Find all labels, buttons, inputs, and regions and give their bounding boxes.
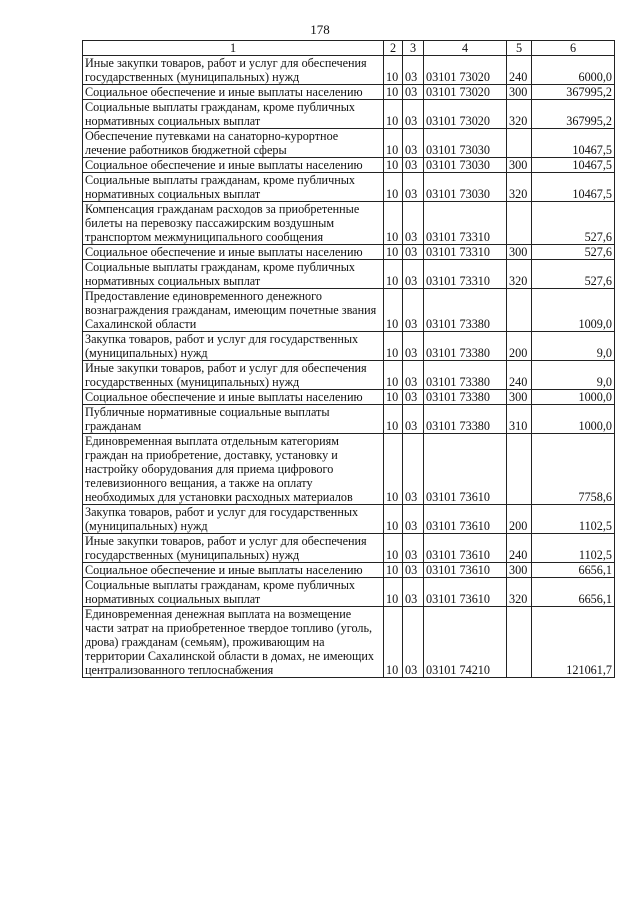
row-section: 10 (384, 361, 403, 390)
row-subsection: 03 (403, 361, 424, 390)
row-amount: 527,6 (532, 260, 615, 289)
row-amount: 6656,1 (532, 578, 615, 607)
table-row (83, 260, 615, 289)
row-expense-type: 240 (507, 534, 532, 563)
row-target-article: 03101 73030 (424, 173, 507, 202)
row-section: 10 (384, 260, 403, 289)
row-subsection: 03 (403, 405, 424, 434)
row-subsection: 03 (403, 158, 424, 173)
row-expense-type: 300 (507, 158, 532, 173)
row-section: 10 (384, 390, 403, 405)
row-section: 10 (384, 56, 403, 85)
header-cell: 6 (532, 41, 615, 56)
row-target-article: 03101 73610 (424, 563, 507, 578)
row-amount: 9,0 (532, 361, 615, 390)
row-section: 10 (384, 245, 403, 260)
row-section: 10 (384, 158, 403, 173)
row-target-article: 03101 73380 (424, 361, 507, 390)
row-description: Социальные выплаты гражданам, кроме публичных нормативных социальных выплат (83, 173, 384, 202)
table-row (83, 563, 615, 578)
row-description: Единовременная денежная выплата на возмещение части затрат на приобретенное твердое топливо (уголь, дрова) гражданам (семьям), проживающим на территории Сахалинской области в домах, не имеющих централизованного теплоснабжения (83, 607, 384, 678)
page-number: 178 (310, 22, 330, 37)
row-expense-type (507, 202, 532, 245)
table-row (83, 578, 615, 607)
row-target-article: 03101 73380 (424, 405, 507, 434)
table-row (83, 245, 615, 260)
row-subsection: 03 (403, 85, 424, 100)
header-cell: 1 (83, 41, 384, 56)
row-subsection: 03 (403, 173, 424, 202)
row-expense-type: 320 (507, 173, 532, 202)
row-section: 10 (384, 202, 403, 245)
row-amount: 367995,2 (532, 85, 615, 100)
row-section: 10 (384, 578, 403, 607)
row-target-article: 03101 73610 (424, 505, 507, 534)
row-amount: 1009,0 (532, 289, 615, 332)
header-cell: 2 (384, 41, 403, 56)
table-row (83, 202, 615, 245)
row-amount: 1102,5 (532, 505, 615, 534)
row-subsection: 03 (403, 245, 424, 260)
row-expense-type: 300 (507, 563, 532, 578)
row-amount: 6000,0 (532, 56, 615, 85)
row-target-article: 03101 73020 (424, 100, 507, 129)
row-description: Предоставление единовременного денежного вознаграждения гражданам, имеющим почетные звания Сахалинской области (83, 289, 384, 332)
table-row (83, 173, 615, 202)
row-description: Обеспечение путевками на санаторно-курортное лечение работников бюджетной сферы (83, 129, 384, 158)
table-row (83, 607, 615, 678)
row-subsection: 03 (403, 100, 424, 129)
row-description: Социальное обеспечение и иные выплаты населению (83, 245, 384, 260)
row-expense-type: 300 (507, 245, 532, 260)
row-description: Компенсация гражданам расходов за приобретенные билеты на перевозку пассажирским воздушным транспортом межмуниципального сообщения (83, 202, 384, 245)
row-amount: 7758,6 (532, 434, 615, 505)
row-description: Иные закупки товаров, работ и услуг для обеспечения государственных (муниципальных) нужд (83, 56, 384, 85)
row-target-article: 03101 73610 (424, 578, 507, 607)
row-subsection: 03 (403, 390, 424, 405)
row-target-article: 03101 74210 (424, 607, 507, 678)
row-description: Единовременная выплата отдельным категориям граждан на приобретение, доставку, установку и настройку оборудования для приема цифрового телевизионного вещания, а также на оплату необходимых для установки расходных материалов (83, 434, 384, 505)
row-section: 10 (384, 129, 403, 158)
row-description: Социальные выплаты гражданам, кроме публичных нормативных социальных выплат (83, 578, 384, 607)
row-expense-type: 310 (507, 405, 532, 434)
row-section: 10 (384, 505, 403, 534)
row-description: Закупка товаров, работ и услуг для государственных (муниципальных) нужд (83, 505, 384, 534)
row-subsection: 03 (403, 289, 424, 332)
row-description: Публичные нормативные социальные выплаты гражданам (83, 405, 384, 434)
row-target-article: 03101 73310 (424, 260, 507, 289)
table-row (83, 332, 615, 361)
row-subsection: 03 (403, 607, 424, 678)
row-section: 10 (384, 173, 403, 202)
row-expense-type: 320 (507, 100, 532, 129)
row-description: Социальные выплаты гражданам, кроме публичных нормативных социальных выплат (83, 100, 384, 129)
header-cell: 3 (403, 41, 424, 56)
table-row (83, 100, 615, 129)
row-amount: 367995,2 (532, 100, 615, 129)
table-row (83, 434, 615, 505)
row-section: 10 (384, 405, 403, 434)
row-target-article: 03101 73380 (424, 390, 507, 405)
row-subsection: 03 (403, 534, 424, 563)
row-amount: 527,6 (532, 202, 615, 245)
row-amount: 1000,0 (532, 405, 615, 434)
row-section: 10 (384, 563, 403, 578)
row-expense-type (507, 289, 532, 332)
row-description: Иные закупки товаров, работ и услуг для обеспечения государственных (муниципальных) нужд (83, 534, 384, 563)
row-expense-type (507, 129, 532, 158)
row-description: Социальное обеспечение и иные выплаты населению (83, 85, 384, 100)
row-target-article: 03101 73020 (424, 85, 507, 100)
row-target-article: 03101 73020 (424, 56, 507, 85)
table-row (83, 85, 615, 100)
row-expense-type: 300 (507, 85, 532, 100)
row-amount: 121061,7 (532, 607, 615, 678)
table-row (83, 405, 615, 434)
row-expense-type: 240 (507, 361, 532, 390)
row-description: Иные закупки товаров, работ и услуг для обеспечения государственных (муниципальных) нужд (83, 361, 384, 390)
row-expense-type: 300 (507, 390, 532, 405)
table-row (83, 158, 615, 173)
row-section: 10 (384, 100, 403, 129)
row-subsection: 03 (403, 56, 424, 85)
row-subsection: 03 (403, 260, 424, 289)
row-target-article: 03101 73380 (424, 289, 507, 332)
row-target-article: 03101 73310 (424, 245, 507, 260)
row-description: Социальное обеспечение и иные выплаты населению (83, 390, 384, 405)
row-subsection: 03 (403, 505, 424, 534)
row-expense-type: 200 (507, 332, 532, 361)
row-expense-type: 200 (507, 505, 532, 534)
table-row (83, 505, 615, 534)
row-subsection: 03 (403, 129, 424, 158)
row-description: Социальные выплаты гражданам, кроме публичных нормативных социальных выплат (83, 260, 384, 289)
row-section: 10 (384, 607, 403, 678)
budget-table (82, 40, 615, 678)
table-row (83, 534, 615, 563)
row-subsection: 03 (403, 563, 424, 578)
row-amount: 1000,0 (532, 390, 615, 405)
row-target-article: 03101 73030 (424, 158, 507, 173)
row-description: Закупка товаров, работ и услуг для государственных (муниципальных) нужд (83, 332, 384, 361)
row-amount: 1102,5 (532, 534, 615, 563)
table-row (83, 361, 615, 390)
table-header-row (83, 41, 615, 56)
row-section: 10 (384, 85, 403, 100)
row-amount: 10467,5 (532, 129, 615, 158)
row-amount: 6656,1 (532, 563, 615, 578)
row-subsection: 03 (403, 434, 424, 505)
table-row (83, 129, 615, 158)
row-expense-type (507, 434, 532, 505)
row-expense-type: 240 (507, 56, 532, 85)
row-target-article: 03101 73610 (424, 434, 507, 505)
row-target-article: 03101 73380 (424, 332, 507, 361)
row-expense-type: 320 (507, 578, 532, 607)
row-amount: 9,0 (532, 332, 615, 361)
row-expense-type (507, 607, 532, 678)
row-amount: 10467,5 (532, 158, 615, 173)
row-section: 10 (384, 434, 403, 505)
row-section: 10 (384, 534, 403, 563)
table-row (83, 289, 615, 332)
row-subsection: 03 (403, 202, 424, 245)
row-expense-type: 320 (507, 260, 532, 289)
row-description: Социальное обеспечение и иные выплаты населению (83, 158, 384, 173)
row-description: Социальное обеспечение и иные выплаты населению (83, 563, 384, 578)
row-subsection: 03 (403, 332, 424, 361)
row-amount: 527,6 (532, 245, 615, 260)
table-row (83, 56, 615, 85)
row-amount: 10467,5 (532, 173, 615, 202)
row-section: 10 (384, 332, 403, 361)
table-row (83, 390, 615, 405)
row-target-article: 03101 73310 (424, 202, 507, 245)
row-section: 10 (384, 289, 403, 332)
row-target-article: 03101 73030 (424, 129, 507, 158)
header-cell: 4 (424, 41, 507, 56)
row-subsection: 03 (403, 578, 424, 607)
header-cell: 5 (507, 41, 532, 56)
row-target-article: 03101 73610 (424, 534, 507, 563)
